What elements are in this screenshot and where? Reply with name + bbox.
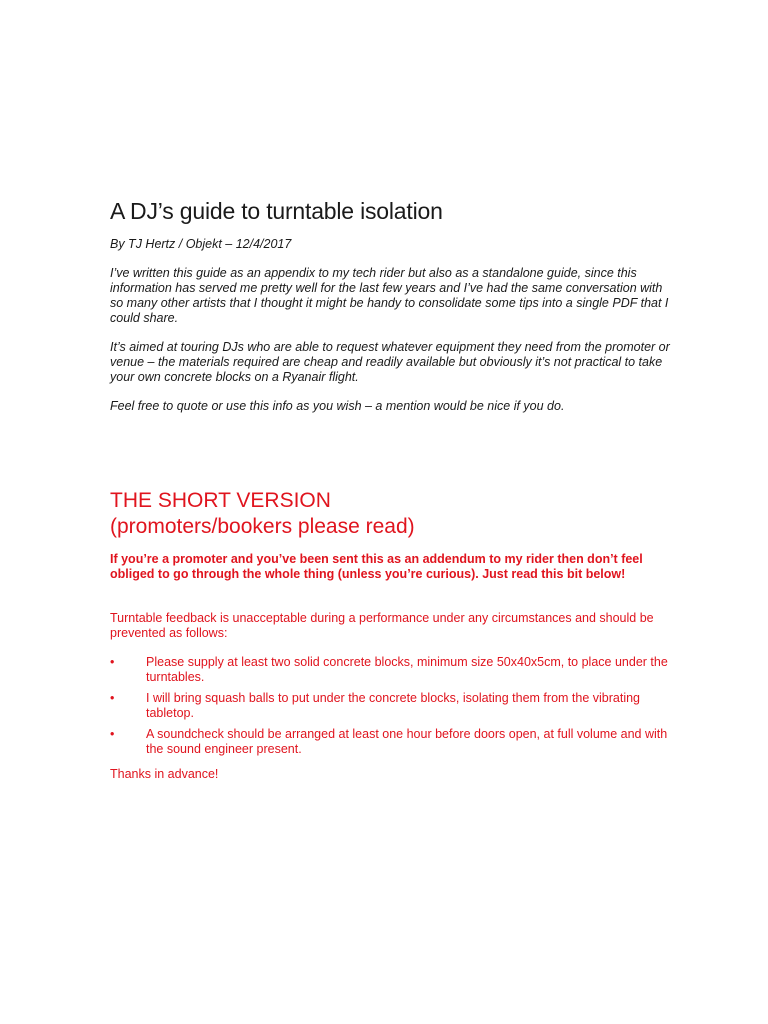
bullet-icon: • [110,655,115,669]
list-item-text: A soundcheck should be arranged at least one hour before doors open, at full volume and with the sound engineer present. [146,727,668,756]
list-item [110,691,670,721]
bullet-icon: • [110,727,115,741]
bullet-icon: • [110,691,115,705]
section-heading-subtitle: (promoters/bookers please read) [110,515,415,538]
intro-paragraph: It’s aimed at touring DJs who are able to request whatever equipment they need from the promoter or venue – the materials required are cheap and readily available but obviously it’s not practical to take your own concrete blocks on a Ryanair flight. [110,340,670,384]
section-heading-line: THE SHORT VERSION [110,489,331,512]
list-item [110,655,670,685]
document-title: A DJ’s guide to turntable isolation [110,198,443,224]
requirements-list [110,655,670,763]
intro-paragraph: Feel free to quote or use this info as you wish – a mention would be nice if you do. [110,399,565,413]
list-item-text: I will bring squash balls to put under the concrete blocks, isolating them from the vibrating tabletop. [146,691,641,720]
list-item-text: Please supply at least two solid concrete blocks, minimum size 50x40x5cm, to place under the turntables. [146,655,668,684]
intro-paragraph: I’ve written this guide as an appendix to my tech rider but also as a standalone guide, since this information has served me pretty well for the last few years and I’ve had the same conversation with so many other artists that I thought it might be handy to consolidate some tips into a single PDF that I could share. [110,266,669,325]
requirements-intro: Turntable feedback is unacceptable during a performance under any circumstances and should be prevented as follows: [110,611,654,640]
section-heading-short-version [110,488,415,540]
byline: By TJ Hertz / Objekt – 12/4/2017 [110,237,292,251]
closing-text: Thanks in advance! [110,767,219,781]
list-item [110,727,670,757]
promoter-notice: If you’re a promoter and you’ve been sent this as an addendum to my rider then don’t feel obliged to go through the whole thing (unless you’re curious). Just read this bit below! [110,552,643,581]
